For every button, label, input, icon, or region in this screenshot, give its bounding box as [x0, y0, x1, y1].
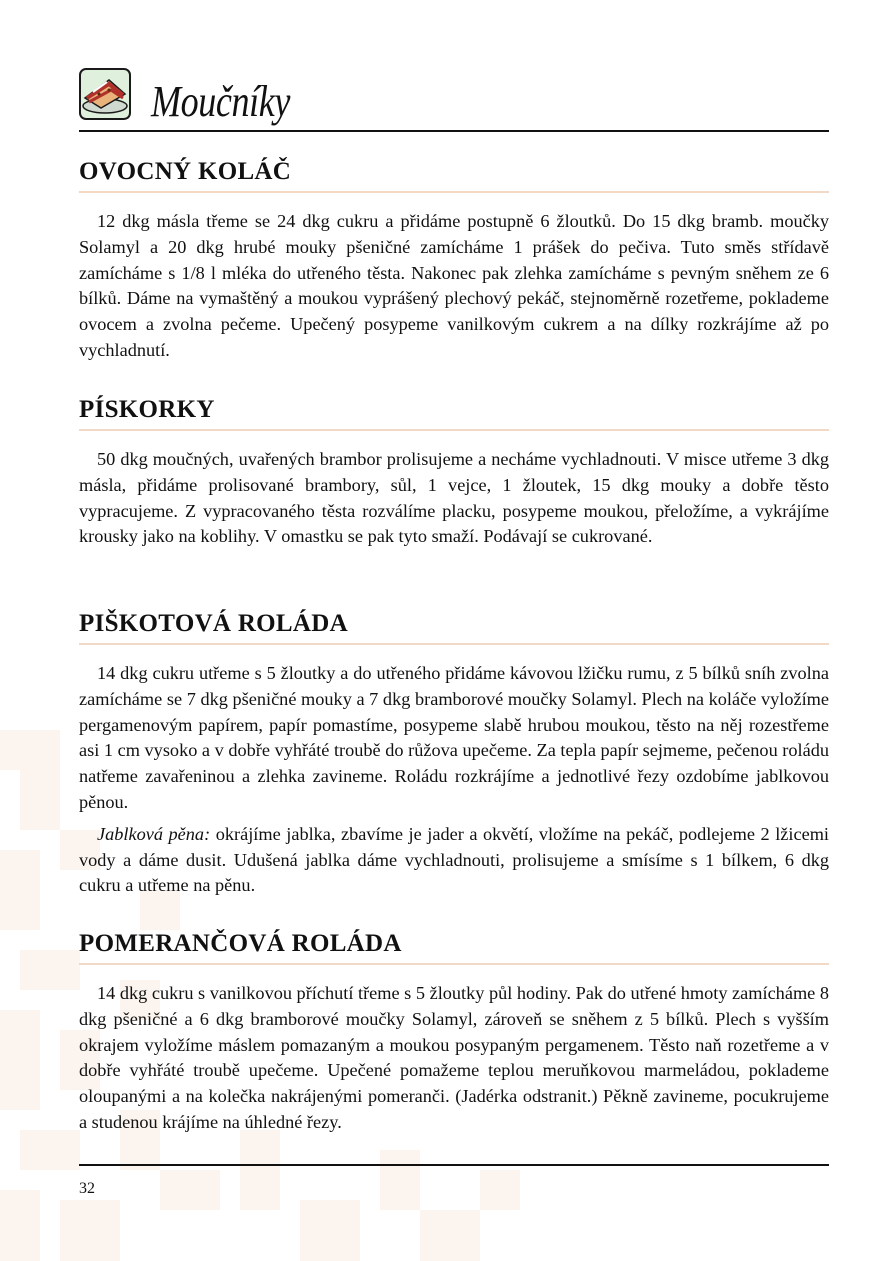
recipe-title: PIŠKOTOVÁ ROLÁDA	[79, 609, 829, 645]
page-number: 32	[79, 1180, 95, 1197]
recipe-body: 12 dkg másla třeme se 24 dkg cukru a přidáme postupně 6 žloutků. Do 15 dkg bramb. moučky Solamyl a 20 dkg hrubé mouky pšeničné zamícháme 1 prášek do pečiva. Tuto směs střídavě zamícháme s 1/8 l mléka do utřeného těsta. Nakonec pak zlehka zamícháme s pevným sněhem ze 6 bílků. Dáme na vymaštěný a moukou vyprášený plechový pekáč, stejnoměrně rozetřeme, poklademe ovocem a zvolna pečeme. Upečený posypeme vanilkovým cukrem a na dílky rozkrájíme až po vychladnutí.	[79, 211, 829, 360]
recipe-title: OVOCNÝ KOLÁČ	[79, 157, 829, 193]
recipe-piskotova-rolada	[79, 609, 829, 899]
footer-rule	[79, 1164, 829, 1166]
recipe-title: POMERANČOVÁ ROLÁDA	[79, 929, 829, 965]
recipe-body: 14 dkg cukru utřeme s 5 žloutky a do utřeného přidáme kávovou lžičku rumu, z 5 bílků sníh zvolna zamícháme se 7 dkg pšeničné mouky a 7 dkg bramborové moučky Solamyl. Plech na koláče vyložíme pergamenovým papírem, papír pomastíme, posypeme slabě hrubou moukou, těsto na něj rozestřeme asi 1 cm vysoko a v dobře vyhřáté troubě do růžova upečeme. Za tepla papír sejmeme, pečenou roládu natřeme zavařeninou a zlehka zavineme. Roládu rozkrájíme a jednotlivé řezy ozdobíme jablkovou pěnou.	[79, 663, 829, 812]
chapter-title: Moučníky	[151, 77, 290, 126]
recipe-piskorky	[79, 395, 829, 550]
recipe-note-label: Jablková pěna:	[97, 823, 211, 844]
recipe-body: 50 dkg moučných, uvařených brambor prolisujeme a necháme vychladnouti. V misce utřeme 3 dkg másla, přidáme prolisované brambory, sůl, 1 vejce, 1 žloutek, 15 dkg mouky a dobře těsto vypracujeme. Z vypracovaného těsta rozválíme placku, posypeme moukou, přeložíme, a vykrájíme krousky jako na koblihy. V omastku se pak tyto smaží. Podávají se cukrované.	[79, 449, 829, 547]
recipe-note-text: okrájíme jablka, zbavíme je jader a okvětí, vložíme na pekáč, podlejeme 2 lžicemi vody a dáme dusit. Udušená jablka dáme vychladnouti, prolisujeme a smísíme s 1 bílkem, 6 dkg cukru a utřeme na pěnu.	[79, 823, 830, 896]
cake-slice-icon	[79, 68, 131, 120]
recipe-pomerancova-rolada	[79, 929, 829, 1136]
recipe-ovocny-kolac	[79, 157, 829, 364]
recipe-note	[79, 822, 829, 899]
recipe-title: PÍSKORKY	[79, 395, 829, 431]
header-rule	[79, 130, 829, 132]
recipe-body: 14 dkg cukru s vanilkovou příchutí třeme s 5 žloutky půl hodiny. Pak do utřené hmoty zamícháme 8 dkg pšeničné a 6 dkg bramborové moučky Solamyl, zároveň se sněhem z 5 bílků. Plech s vyšším okrajem vyložíme máslem pomazaným a moukou posypaným pergamenem. Těsto naň rozetřeme a v dobře vyhřáté troubě upečeme. Upečené pomažeme teplou meruňkovou marmeládou, poklademe oloupanými a na kolečka nakrájenými pomeranči. (Jadérka odstranit.) Pěkně zavineme, pocukrujeme a studenou krájíme na úhledné řezy.	[79, 983, 829, 1132]
chapter-header	[79, 62, 829, 132]
